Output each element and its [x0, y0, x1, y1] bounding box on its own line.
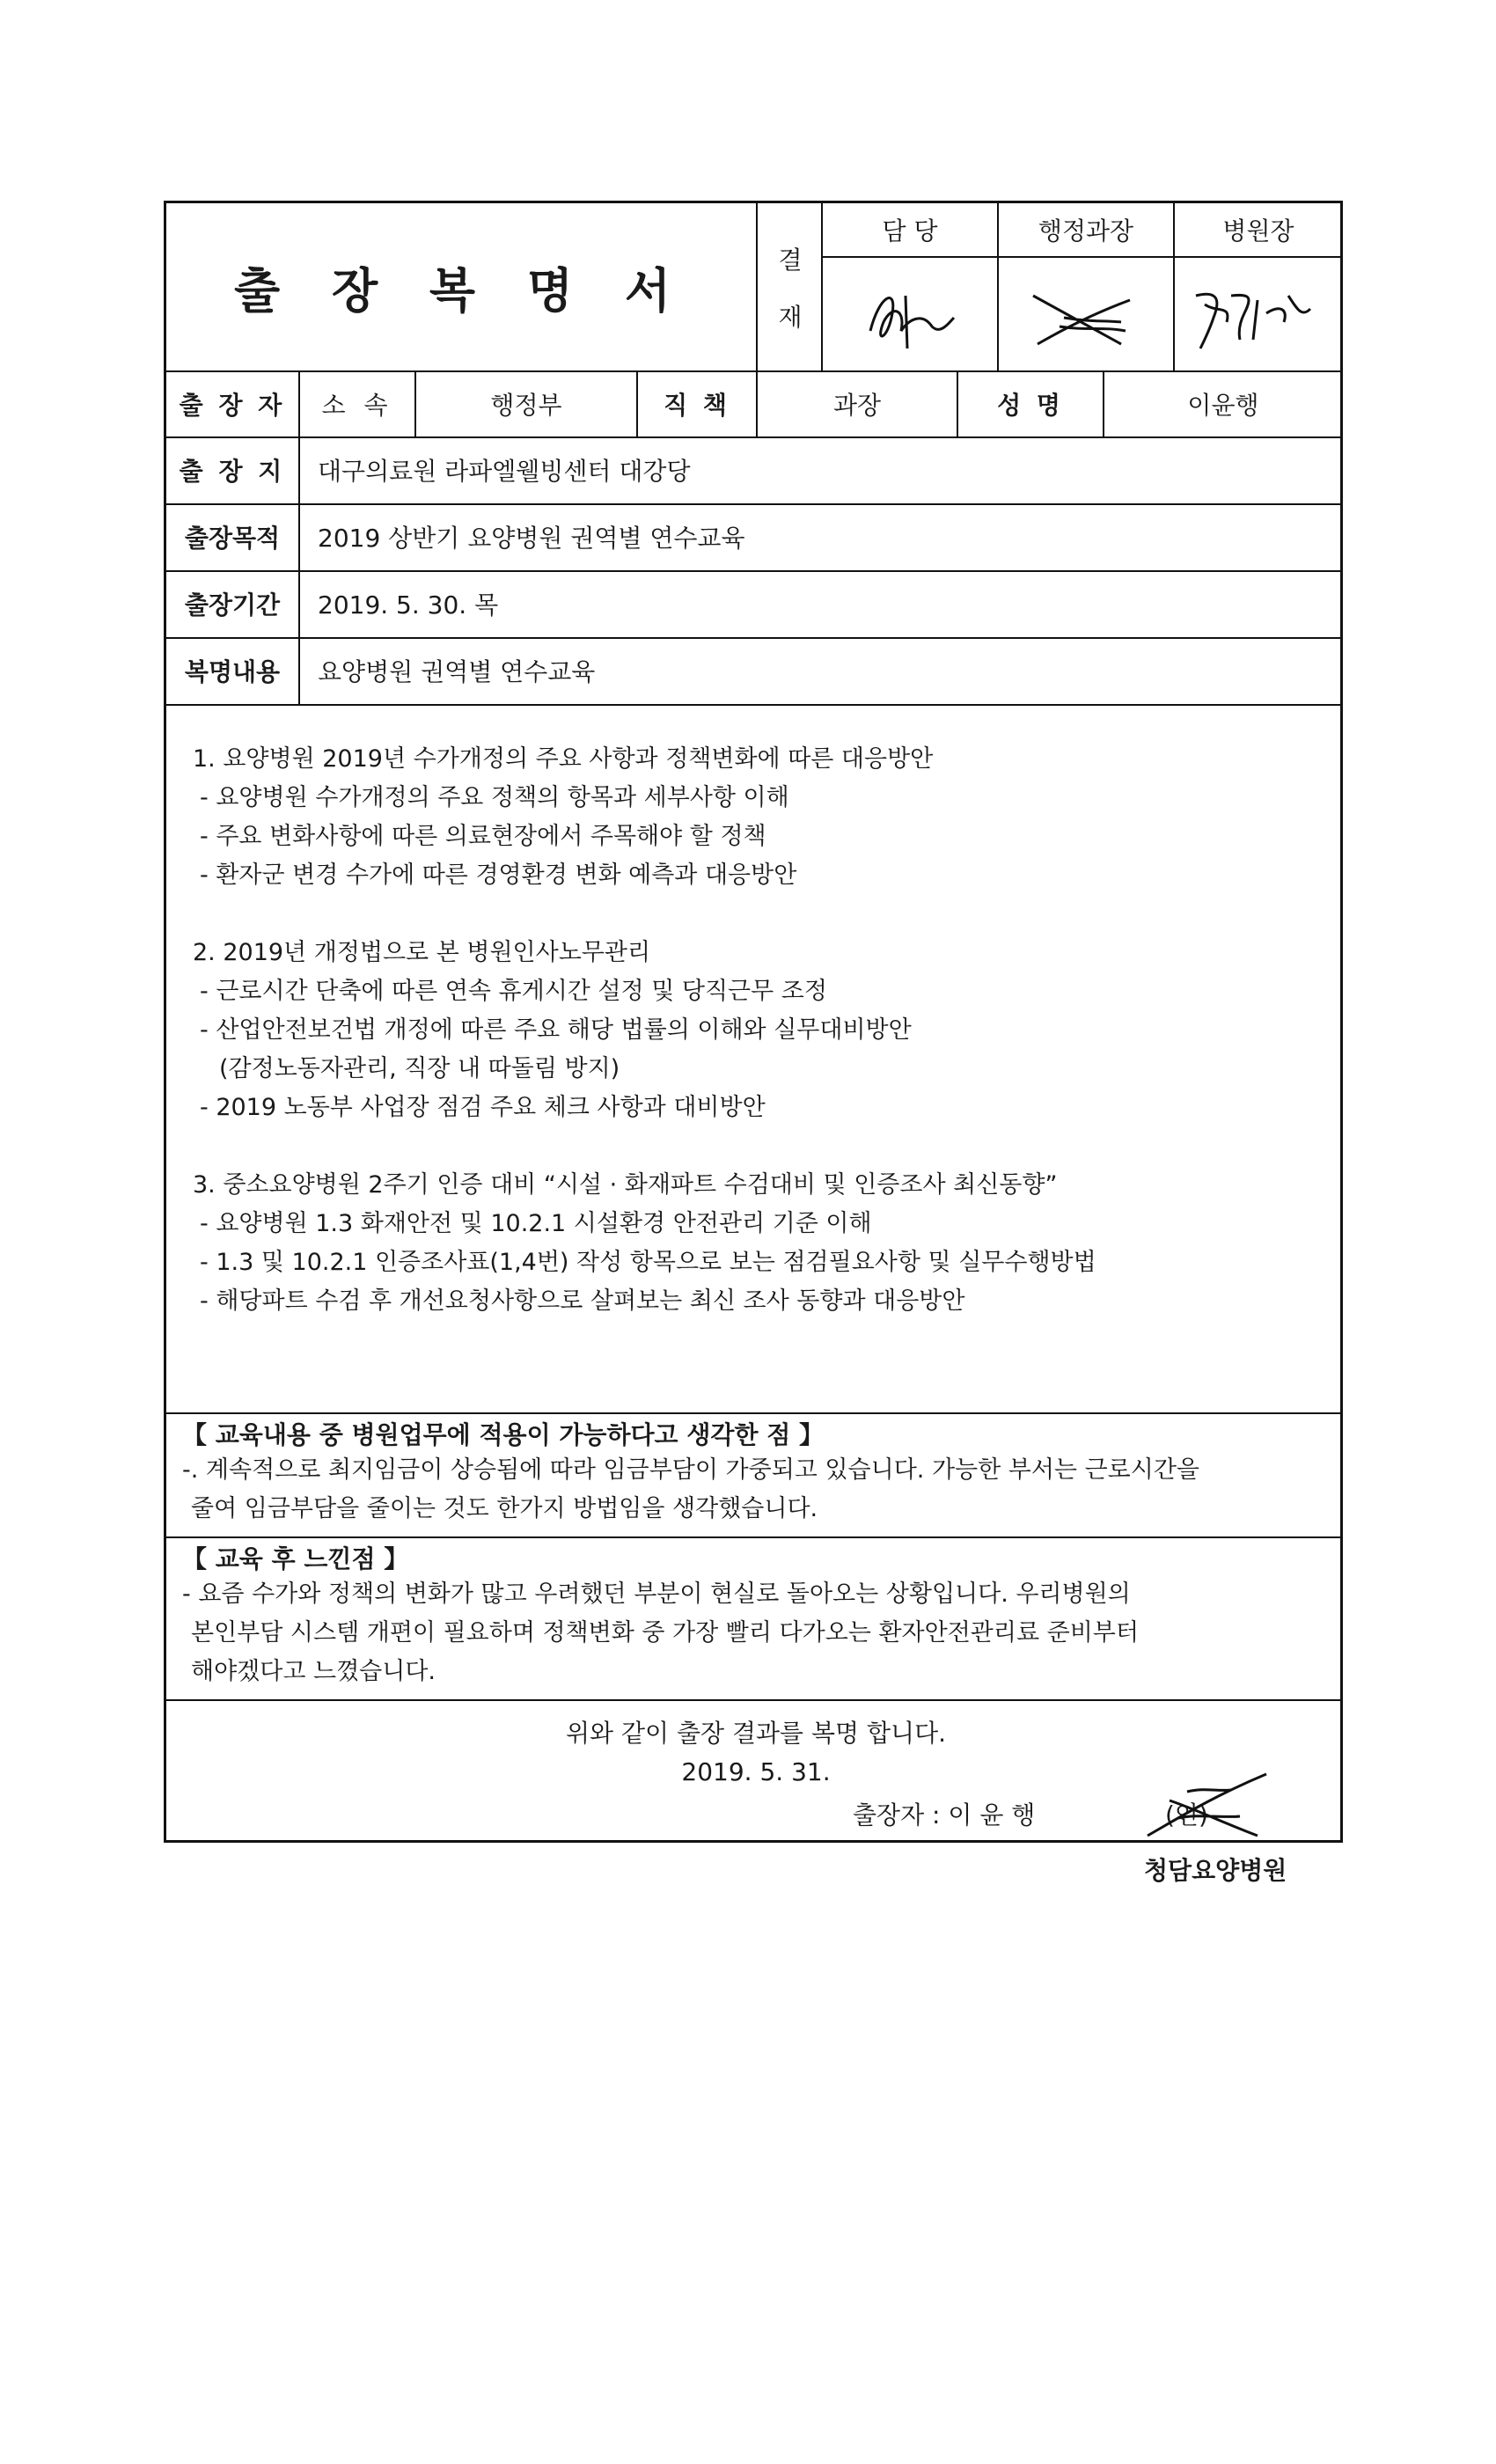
admin-manager-signature	[1016, 278, 1156, 357]
content-line: 2. 2019년 개정법으로 본 병원인사노무관리	[193, 939, 651, 966]
content-line: - 산업안전보건법 개정에 따른 주요 해당 법률의 이해와 실무대비방안	[200, 1016, 912, 1044]
approval-label	[758, 203, 823, 370]
approval-col-director: 병원장	[1222, 216, 1294, 246]
application-line: 줄여 임금부담을 줄이는 것도 한가지 방법임을 생각했습니다.	[191, 1495, 818, 1522]
impression-line: - 요즘 수가와 정책의 변화가 많고 우려했던 부분이 현실로 돌아오는 상황입니다. 우리병원의	[182, 1580, 1131, 1608]
content-line: 1. 요양병원 2019년 수가개정의 주요 사항과 정책변화에 따른 대응방안	[193, 745, 934, 773]
traveler-label: 출 장 자	[179, 390, 286, 420]
content-line: - 환자군 변경 수가에 따른 경영환경 변화 예측과 대응방안	[200, 862, 797, 889]
approval-col-admin-manager: 행정과장	[1038, 216, 1134, 246]
content-line: - 근로시간 단축에 따른 연속 휴게시간 설정 및 당직근무 조정	[200, 978, 827, 1005]
name-value: 이윤행	[1187, 390, 1259, 420]
report-content-value: 요양병원 권역별 연수교육	[318, 657, 596, 686]
impression-heading: 【 교육 후 느낀점 】	[182, 1544, 409, 1573]
content-line: - 요양병원 1.3 화재안전 및 10.2.1 시설환경 안전관리 기준 이해	[200, 1210, 872, 1237]
document-title: 출 장 복 명 서	[233, 262, 689, 319]
purpose-label: 출장목적	[184, 524, 281, 553]
destination-label: 출 장 지	[179, 457, 286, 486]
position-value: 과장	[832, 390, 882, 420]
content-line: - 요양병원 수가개정의 주요 정책의 항목과 세부사항 이해	[200, 784, 789, 811]
footer-seal: (인)	[1165, 1800, 1208, 1830]
approval-label-bottom: 재	[778, 302, 803, 332]
destination-value: 대구의료원 라파엘웰빙센터 대강당	[318, 457, 691, 486]
application-section	[182, 1416, 1335, 1529]
purpose-value: 2019 상반기 요양병원 권역별 연수교육	[318, 524, 745, 553]
application-line: -. 계속적으로 최지임금이 상승됨에 따라 임금부담이 가중되고 있습니다. 가능한 부서는 근로시간을	[182, 1456, 1200, 1484]
period-value: 2019. 5. 30. 목	[318, 590, 499, 620]
impression-section	[182, 1540, 1335, 1691]
staff-signature	[844, 269, 976, 362]
hospital-name: 청담요양병원	[1144, 1856, 1287, 1885]
content-body	[193, 740, 1328, 1321]
report-form	[164, 201, 1343, 1843]
content-line: - 2019 노동부 사업장 점검 주요 체크 사항과 대비방안	[200, 1094, 766, 1121]
content-line: (감정노동자관리, 직장 내 따돌림 방지)	[219, 1055, 620, 1082]
approval-col-staff: 담 당	[882, 216, 938, 246]
content-line: - 해당파트 수검 후 개선요청사항으로 살펴보는 최신 조사 동향과 대응방안	[200, 1287, 965, 1315]
content-line: - 1.3 및 10.2.1 인증조사표(1,4번) 작성 항목으로 보는 점검필요사항 및 실무수행방법	[200, 1249, 1096, 1276]
period-label: 출장기간	[184, 590, 281, 620]
director-signature	[1178, 269, 1337, 362]
footer-statement: 위와 같이 출장 결과를 복명 합니다.	[565, 1719, 947, 1748]
report-content-label: 복명내용	[184, 657, 281, 686]
impression-line: 해야겠다고 느꼈습니다.	[191, 1658, 436, 1685]
name-label: 성 명	[997, 390, 1064, 420]
approval-label-top: 결	[778, 245, 803, 275]
footer-date: 2019. 5. 31.	[681, 1756, 831, 1786]
content-line: - 주요 변화사항에 따른 의료현장에서 주목해야 할 정책	[200, 823, 766, 850]
dept-value: 행정부	[490, 390, 562, 420]
content-line: 3. 중소요양병원 2주기 인증 대비 “시설 · 화재파트 수검대비 및 인증조사 최신동향”	[193, 1171, 1058, 1199]
traveler-signature	[1134, 1765, 1284, 1844]
position-label: 직 책	[664, 390, 730, 420]
impression-line: 본인부담 시스템 개편이 필요하며 정책변화 중 가장 빨리 다가오는 환자안전관리료 준비부터	[191, 1619, 1139, 1646]
footer-signer: 출장자 : 이 윤 행	[853, 1800, 1036, 1830]
dept-label: 소 속	[321, 390, 393, 420]
application-heading: 【 교육내용 중 병원업무에 적용이 가능하다고 생각한 점 】	[182, 1420, 825, 1449]
